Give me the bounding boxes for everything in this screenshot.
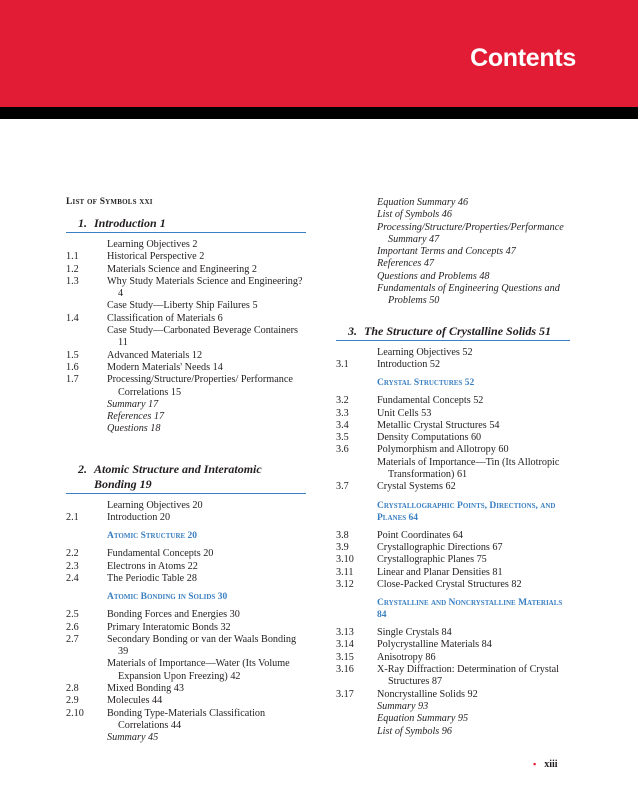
toc-entry[interactable] [66,325,306,350]
toc-entry[interactable] [336,420,570,432]
entry-number: 2.9 [66,695,79,707]
entry-text: Equation Summary 46 [377,197,469,208]
chapter-3-tail-entries [336,701,570,738]
toc-entry[interactable] [336,359,570,371]
entry-text: Linear and Planar Densities 81 [377,566,503,578]
entry-text: List of Symbols 46 [377,209,452,221]
toc-entry[interactable] [336,481,570,493]
entry-number: 1.2 [66,263,79,275]
toc-entry[interactable] [336,246,570,258]
chapter-title: Introduction 1 [94,216,166,230]
toc-entry[interactable] [336,444,570,456]
toc-entry[interactable] [336,395,570,407]
entry-text: Learning Objectives 52 [377,346,473,358]
entry-text: Crystal Systems 62 [377,481,456,493]
toc-entry[interactable] [66,251,306,263]
entry-text: Case Study—Liberty Ship Failures 5 [107,300,258,312]
entry-text: Summary 45 [107,732,159,744]
toc-entry[interactable] [66,300,306,312]
toc-entry[interactable] [336,222,570,247]
toc-entry[interactable] [66,399,306,411]
toc-entry[interactable] [336,701,570,713]
entry-text: Primary Interatomic Bonds 32 [107,621,231,633]
entry-text: Noncrystalline Solids 92 [377,688,478,700]
entry-text: Bonding Type-Materials Classification Correlations 44 [107,707,266,731]
toc-entry[interactable] [336,664,570,689]
entry-number: 3.3 [336,407,349,419]
toc-entry[interactable] [336,579,570,591]
entry-number: 1.3 [66,275,79,287]
toc-entry[interactable] [336,652,570,664]
entry-number: 1.6 [66,361,79,373]
entry-text: Processing/Structure/Properties/Performance Summary 47 [377,221,564,245]
toc-entry[interactable] [336,258,570,270]
entry-number: 3.6 [336,444,349,456]
toc-entry[interactable] [66,622,306,634]
left-column [66,197,306,745]
entry-text: Processing/Structure/Properties/ Performance Correlations 15 [107,374,293,398]
entry-number: 1.7 [66,374,79,386]
entry-text: Metallic Crystal Structures 54 [377,419,500,431]
entry-text: The Periodic Table 28 [107,572,197,584]
entry-text: Polycrystalline Materials 84 [377,639,492,651]
page-folio [533,759,558,770]
entry-number: 3.15 [336,651,354,663]
toc-entry[interactable] [66,634,306,659]
toc-entry[interactable] [336,567,570,579]
page-title: Contents [470,44,576,72]
toc-entry[interactable] [336,627,570,639]
entry-number: 2.8 [66,683,79,695]
entry-number: 1.1 [66,251,79,263]
entry-number: 3.2 [336,395,349,407]
entry-number: 1.4 [66,312,79,324]
toc-entry[interactable] [336,457,570,482]
entry-text: Crystallographic Directions 67 [377,541,503,553]
entry-text: Crystallographic Planes 75 [377,554,487,566]
toc-entry[interactable] [336,432,570,444]
chapter-title: Atomic Structure and Interatomic Bonding 19 [94,461,262,491]
entry-text: References 47 [377,258,435,270]
chapter-1-entries [66,239,306,436]
entry-text: Case Study—Carbonated Beverage Containers 11 [107,325,298,349]
entry-text: Learning Objectives 2 [107,239,198,250]
toc-entry[interactable] [66,548,306,560]
entry-text: Density Computations 60 [377,432,482,444]
chapter-3-entries-a [336,347,570,372]
entry-text: X-Ray Diffraction: Determination of Crystal Structures 87 [377,664,560,688]
toc-entry[interactable] [66,573,306,585]
entry-number: 2.7 [66,633,79,645]
entry-text: Summary 93 [377,700,429,712]
chapter-3-entries-c [336,530,570,591]
entry-number: 2.6 [66,621,79,633]
entry-number: 3.11 [336,566,354,578]
toc-entry[interactable] [336,347,570,359]
toc-entry[interactable] [336,271,570,283]
toc-entry[interactable] [336,726,570,738]
entry-text: Questions 18 [107,423,161,435]
entry-text: Anisotropy 86 [377,651,436,663]
page-number: xiii [544,759,558,770]
entry-text: Introduction 20 [107,512,171,524]
chapter-2-entries-a [66,500,306,525]
entry-text: Secondary Bonding or van der Waals Bonding 39 [107,633,297,658]
entry-text: Important Terms and Concepts 47 [377,246,516,258]
chapter-3-heading[interactable] [336,324,570,341]
chapter-3-entries-b [336,395,570,493]
entry-number: 3.8 [336,529,349,541]
toc-entry[interactable] [66,374,306,399]
entry-text: Introduction 52 [377,358,441,370]
section-heading-atomic-structure[interactable]: Atomic Structure 20 [107,531,198,542]
toc-entry[interactable] [66,683,306,695]
entry-text: Fundamental Concepts 52 [377,395,484,407]
toc-entry[interactable] [336,408,570,420]
chapter-number: 1. [78,216,87,230]
chapter-2-heading[interactable] [66,462,306,494]
toc-entry[interactable] [66,276,306,301]
entry-text: Molecules 44 [107,695,163,707]
entry-number: 2.4 [66,572,79,584]
entry-number: 3.4 [336,419,349,431]
toc-entry[interactable] [66,313,306,325]
chapter-title: The Structure of Crystalline Solids 51 [364,323,552,338]
entry-text: Equation Summary 95 [377,713,469,725]
toc-entry[interactable] [66,512,306,524]
entry-number: 2.10 [66,707,84,719]
toc-entry[interactable] [336,639,570,651]
entry-number: 3.12 [336,578,354,590]
list-of-symbols-entry[interactable]: List of Symbols xxi [66,197,153,207]
toc-entry[interactable] [336,542,570,554]
chapter-1-heading[interactable] [66,216,306,233]
entry-text: Learning Objectives 20 [107,499,203,511]
entry-number: 1.5 [66,349,79,361]
header-banner [0,0,638,107]
header-rule [0,107,638,119]
entry-text: Close-Packed Crystal Structures 82 [377,578,522,590]
entry-number: 3.7 [336,481,349,493]
toc-entry[interactable] [336,283,570,308]
entry-number: 3.14 [336,639,354,651]
chapter-2-tail-entries [336,197,570,308]
toc-entry[interactable] [66,423,306,435]
entry-text: Bonding Forces and Energies 30 [107,609,240,621]
entry-text: Electrons in Atoms 22 [107,560,198,572]
toc-entry[interactable] [336,554,570,566]
entry-text: Summary 17 [107,398,159,410]
toc-entry[interactable] [66,561,306,573]
entry-text: Classification of Materials 6 [107,312,223,324]
entry-text: Fundamentals of Engineering Questions and Problems 50 [377,283,560,307]
toc-entry[interactable] [66,695,306,707]
toc-entry[interactable] [66,350,306,362]
entry-text: Historical Perspective 2 [107,251,205,263]
toc-entry[interactable] [336,713,570,725]
chapter-number: 3. [348,323,357,338]
right-column [336,197,570,738]
toc-entry[interactable] [66,708,306,733]
entry-number: 2.5 [66,609,79,621]
toc-entry[interactable] [66,264,306,276]
entry-text: Single Crystals 84 [377,627,452,639]
chapter-2-entries-c [66,609,306,732]
toc-entry[interactable] [66,411,306,423]
chapter-number: 2. [78,461,87,476]
entry-number: 3.9 [336,541,349,553]
section-heading-crystal-structures[interactable]: Crystal Structures 52 [377,378,475,389]
entry-number: 3.10 [336,554,354,566]
toc-entry[interactable] [336,689,570,701]
entry-text: Mixed Bonding 43 [107,683,184,695]
entry-text: Questions and Problems 48 [377,270,490,282]
entry-number: 2.3 [66,560,79,572]
entry-text: Why Study Materials Science and Engineering? 4 [107,275,303,300]
entry-number: 3.1 [336,358,349,370]
entry-number: 3.16 [336,664,354,676]
toc-entry[interactable] [66,362,306,374]
entry-number: 3.5 [336,432,349,444]
entry-text: References 17 [107,411,165,423]
entry-text: Point Coordinates 64 [377,529,464,541]
toc-entry[interactable] [336,530,570,542]
entry-number: 3.17 [336,688,354,700]
toc-entry[interactable] [66,239,306,251]
toc-entry[interactable] [336,197,570,209]
entry-text: Unit Cells 53 [377,407,432,419]
toc-entry[interactable] [66,732,306,744]
bullet-icon: ▪ [533,759,537,769]
chapter-2-entries-b [66,548,306,585]
entry-number: 2.1 [66,512,79,524]
section-heading-atomic-bonding[interactable]: Atomic Bonding in Solids 30 [107,592,228,603]
entry-number: 3.13 [336,627,354,639]
entry-text: Modern Materials' Needs 14 [107,361,223,373]
entry-text: List of Symbols 96 [377,725,452,737]
entry-number: 2.2 [66,548,79,560]
toc-entry[interactable] [66,658,306,683]
toc-entry[interactable] [66,500,306,512]
section-heading-crystalline-noncrystalline[interactable]: Crystalline and Noncrystalline Materials 84 [377,598,563,621]
section-heading-crystallographic[interactable]: Crystallographic Points, Directions, and Planes 64 [377,500,556,523]
entry-text: Polymorphism and Allotropy 60 [377,444,509,456]
entry-text: Materials of Importance—Water (Its Volume Expansion Upon Freezing) 42 [107,658,290,682]
entry-text: Fundamental Concepts 20 [107,548,214,560]
toc-entry[interactable] [336,209,570,221]
entry-text: Materials Science and Engineering 2 [107,263,257,275]
toc-entry[interactable] [66,609,306,621]
entry-text: Materials of Importance—Tin (Its Allotropic Transformation) 61 [377,456,560,481]
entry-text: Advanced Materials 12 [107,349,203,361]
chapter-3-entries-d [336,627,570,701]
